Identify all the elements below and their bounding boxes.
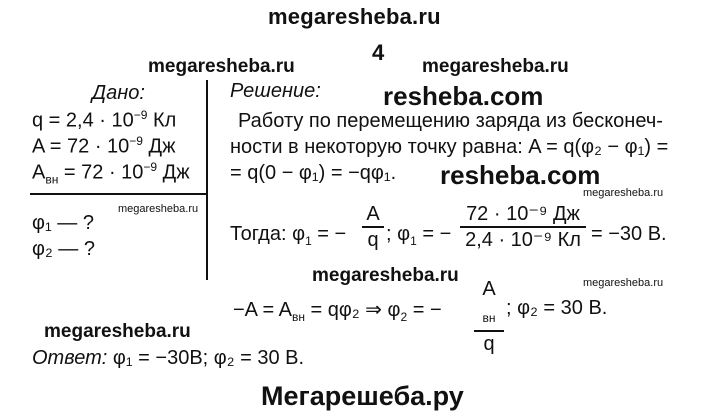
solution-line-2: ности в некоторую точку равна: A = q(φ₂ − φ₁) = [230, 136, 669, 158]
solution-line-3: = q(0 − φ₁) = −qφ₁. [230, 162, 397, 184]
watermark-top: megaresheba.ru [268, 4, 441, 29]
watermark-footer: Мегарешеба.ру [261, 381, 464, 411]
given-A: $A = 72 \cdot 10^{-9}$ Дж [32, 134, 176, 158]
unknown-phi2: φ₂ — ? [32, 238, 95, 260]
answer-text: φ₁ = −30В; φ₂ = 30 В. [107, 347, 305, 369]
watermark-resheba-1: resheba.com [383, 81, 544, 111]
watermark-right: megaresheba.ru [422, 56, 569, 77]
solution-title: Решение: [230, 80, 321, 102]
problem-number: 4 [372, 40, 385, 65]
result-phi2: ; φ₂ = 30 В. [506, 297, 608, 319]
answer-label: Ответ: [32, 347, 108, 369]
watermark-middle: megaresheba.ru [312, 265, 459, 286]
fraction-denominator: q [367, 229, 379, 251]
watermark-bottom-left: megaresheba.ru [44, 321, 191, 342]
given-horizontal-rule [30, 193, 208, 195]
watermark-resheba-2: resheba.com [440, 160, 601, 190]
fraction-bar [460, 226, 586, 228]
fraction-denominator: 2,4 · 10⁻⁹ Кл [465, 229, 581, 251]
fraction-bar [362, 226, 384, 228]
then-formula-start: Тогда: $\varphi_1$ = − [230, 223, 347, 248]
fraction-denominator: q [483, 333, 495, 355]
given-q: $q = 2,4 \cdot 10^{-9}$ Кл [32, 108, 177, 132]
given-title: Дано: [92, 82, 145, 104]
unknown-phi1: φ₁ — ? [32, 212, 94, 234]
answer-line [32, 347, 304, 370]
watermark-small-1: megaresheba.ru [118, 203, 199, 215]
watermark-small-3: megaresheba.ru [583, 277, 664, 289]
solution-line-5-start: $-A = A_{вн} = q\varphi_2$ ⇒ $\varphi_2$ = − [233, 299, 442, 324]
solution-line-1: Работу по перемещению заряда из бесконеч- [238, 110, 663, 132]
fraction-A-over-q [362, 203, 384, 251]
then-formula-mid: ; $\varphi_1$ = − [386, 223, 452, 248]
watermark-left: megaresheba.ru [148, 56, 295, 77]
fraction-bar [474, 330, 504, 332]
fraction-Avn-over-q [474, 278, 504, 355]
fraction-numeric [460, 203, 586, 251]
fraction-numerator: 72 · 10⁻⁹ Дж [466, 203, 580, 225]
watermark-small-2: megaresheba.ru [583, 187, 664, 199]
result-phi1: = −30 В. [591, 223, 667, 245]
fraction-numerator: A [366, 203, 380, 225]
given-Avn: $A_{вн} = 72 \cdot 10^{-9}$ Дж [32, 160, 190, 187]
given-vertical-rule [206, 80, 208, 280]
fraction-numerator: A $_{вн}$ [482, 278, 496, 325]
